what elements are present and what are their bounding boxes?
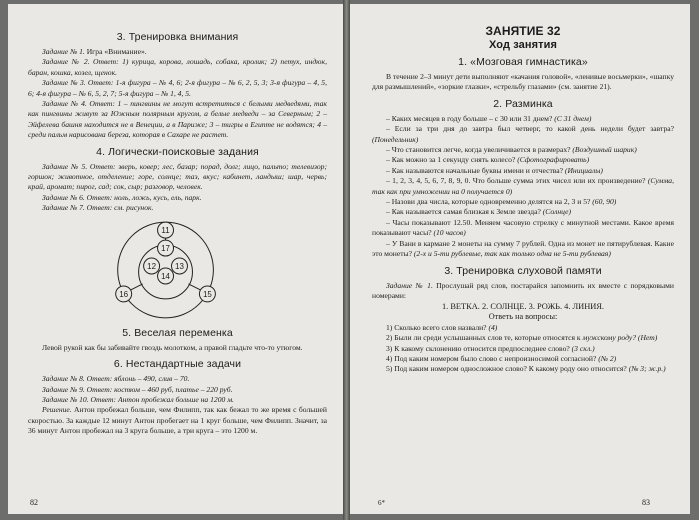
- warmup-question: – Как называется самая близкая к Земле звезда? (Солнце): [386, 207, 571, 217]
- circle-number: 15: [202, 289, 212, 299]
- section-heading-gymnastics: 1. «Мозговая гимнастика»: [458, 56, 588, 68]
- warmup-question: – Часы показывают 12.50. Меняем часовую стрелку с минутной местами. Какое время показывают часы? (10 часов): [372, 217, 674, 238]
- task-label: Задание № 1.: [42, 47, 87, 56]
- circle-number: 14: [161, 271, 170, 281]
- warmup-question: – Если за три дня до завтра был четверг, то какой день недели будет завтра? (Понедельник): [372, 124, 674, 144]
- circle-number: 16: [119, 289, 129, 299]
- left-page: [8, 4, 343, 514]
- circle-number: 12: [147, 261, 157, 271]
- memory-question: 2) Были ли среди услышанных слов те, которые относятся к мужскому роду? (Нет): [386, 333, 658, 343]
- right-page: [350, 4, 690, 514]
- signature-mark: 6*: [378, 499, 385, 507]
- warmup-question: – 1, 2, 3, 4, 5, 6, 7, 8, 9, 0. Что больше сумма этих чисел или их произведение? (Сумма, так как при умножении на 0 получается 0): [372, 176, 674, 196]
- page-number: 83: [642, 498, 650, 507]
- task-4-paragraph: Задание № 4. Ответ: 1 – пингвины не могут встретиться с белыми медведями, так как пингвины живут за Южным полярным кругом, а белые медведи – за Северным; 2 – Эйфелева башня находится не в Венеции, а в Париже; 3 – тигры в Египте не водятся; 4 – среди пальм нарисована береза, которая в Сахаре не растет.: [28, 99, 327, 140]
- word-list: 1. ВЕТКА. 2. СОЛНЦЕ. 3. РОЖЬ. 4. ЛИНИЯ.: [441, 302, 605, 312]
- lesson-subtitle: Ход занятия: [489, 39, 557, 51]
- break-paragraph: Левой рукой как бы забивайте гвоздь молотком, а правой гладьте что-то утюгом.: [42, 342, 303, 352]
- circle-number: 17: [161, 243, 170, 253]
- task-3-paragraph: Задание № 3. Ответ: 1-я фигура – № 4, 6; 2-я фигура – № 6, 2, 5, 3; 3-я фигура – 4, 5, 6; 4-я фигура – № 6, 5, 2, 7; 5-я фигура – № 1, 4, 5.: [28, 78, 327, 98]
- lesson-title: ЗАНЯТИЕ 32: [485, 24, 561, 38]
- circle-number: 11: [161, 225, 170, 235]
- task-6-paragraph: Задание № 6. Ответ: ноль, ложь, кусь, ель, парк.: [42, 192, 202, 202]
- task-1-paragraph: Задание № 1. Игра «Внимание».: [42, 47, 147, 56]
- warmup-question: – Как можно за 1 секунду снять колесо? (Сфотографировать): [386, 155, 590, 165]
- memory-question: 3) К какому склонению относится предпоследнее слово? (3 скл.): [386, 343, 595, 353]
- warmup-question: – Назови два числа, которые одновременно делятся на 2, 3 и 5? (60, 90): [386, 197, 617, 207]
- warmup-question: – Каких месяцев в году больше – с 30 или 31 днем? (С 31 днем): [386, 113, 592, 123]
- task-8-paragraph: Задание № 8. Ответ: яблонь – 490, слив – 70.: [42, 374, 190, 384]
- memory-question: 5) Под каким номером односложное слово? К какому роду оно относится? (№ 3; ж.р.): [386, 364, 666, 374]
- section-heading-break: 5. Веселая переменка: [122, 326, 233, 339]
- memory-question: 4) Под каким номером было слово с непроизносимой согласной? (№ 2): [386, 353, 617, 363]
- page-number: 82: [30, 498, 38, 507]
- warmup-question: – У Вани в кармане 2 монеты на сумму 7 рублей. Одна из монет не пятирублевая. Какие это монеты? (2-х и 5-ти рублевые, так как только одна не 5-ти рублевая): [372, 238, 674, 259]
- book-gutter: [343, 0, 350, 520]
- memory-question: 1) Сколько всего слов назвали? (4): [386, 322, 498, 332]
- circle-number: 13: [175, 261, 184, 271]
- task-9-paragraph: Задание № 9. Ответ: костюм – 460 руб, платье – 220 руб.: [42, 384, 233, 394]
- section-heading-warmup: 2. Разминка: [493, 97, 553, 110]
- section-heading-attention: 3. Тренировка внимания: [116, 31, 239, 43]
- section-heading-logic: 4. Логически-поисковые задания: [96, 145, 259, 158]
- solution-paragraph: Решение. Антон пробежал больше, чем Филипп, так как бежал то же время с большей скоростью. За каждые 12 минут Антон пробегает на 1 круг больше, чем Филипп. Значит, за 36 минут Антон пробежал на 3 круга больше, а три круга – это 1200 м.: [28, 405, 327, 436]
- answer-prompt: Ответь на вопросы:: [488, 312, 558, 322]
- circles-diagram: [28, 218, 327, 322]
- section-heading-memory: 3. Тренировка слуховой памяти: [444, 264, 602, 277]
- memory-task-paragraph: Задание № 1. Прослушай ряд слов, постарайся запомнить их вместе с порядковыми номерами:: [372, 280, 674, 300]
- task-2-paragraph: Задание № 2. Ответ: 1) курица, корова, лошадь, собака, кролик; 2) петух, индюк, баран, кошка, козел, щенок.: [28, 57, 327, 77]
- task-7-paragraph: Задание № 7. Ответ: см. рисунок.: [42, 203, 154, 213]
- warmup-question: – Как называются начальные буквы имени и отчества? (Инициалы): [386, 165, 603, 175]
- task-10-paragraph: Задание № 10. Ответ: Антон пробежал больше на 1200 м.: [42, 394, 234, 404]
- task-5-paragraph: Задание № 5. Ответ: зверь, ковер; лес, базар; порад, долг; лицо, пальто; телевизор; горшок; животное, отделение; горе, солнце; таз, вкус; кабинет, ландыш; шар, червь; край, аромат; пирог, сад; сок, сыр; разговор, человек.: [28, 161, 327, 192]
- warmup-question: – Что становится легче, когда увеличивается в размерах? (Воздушный шарик): [386, 145, 637, 155]
- gymnastics-paragraph: В течение 2–3 минут дети выполняют «качания головой», «ленивые восьмерки», «шапку для размышлений», «зоркие глазки», «стрельбу глазами» (см. занятие 21).: [372, 72, 674, 92]
- section-heading-tasks: 6. Нестандартные задачи: [113, 358, 242, 371]
